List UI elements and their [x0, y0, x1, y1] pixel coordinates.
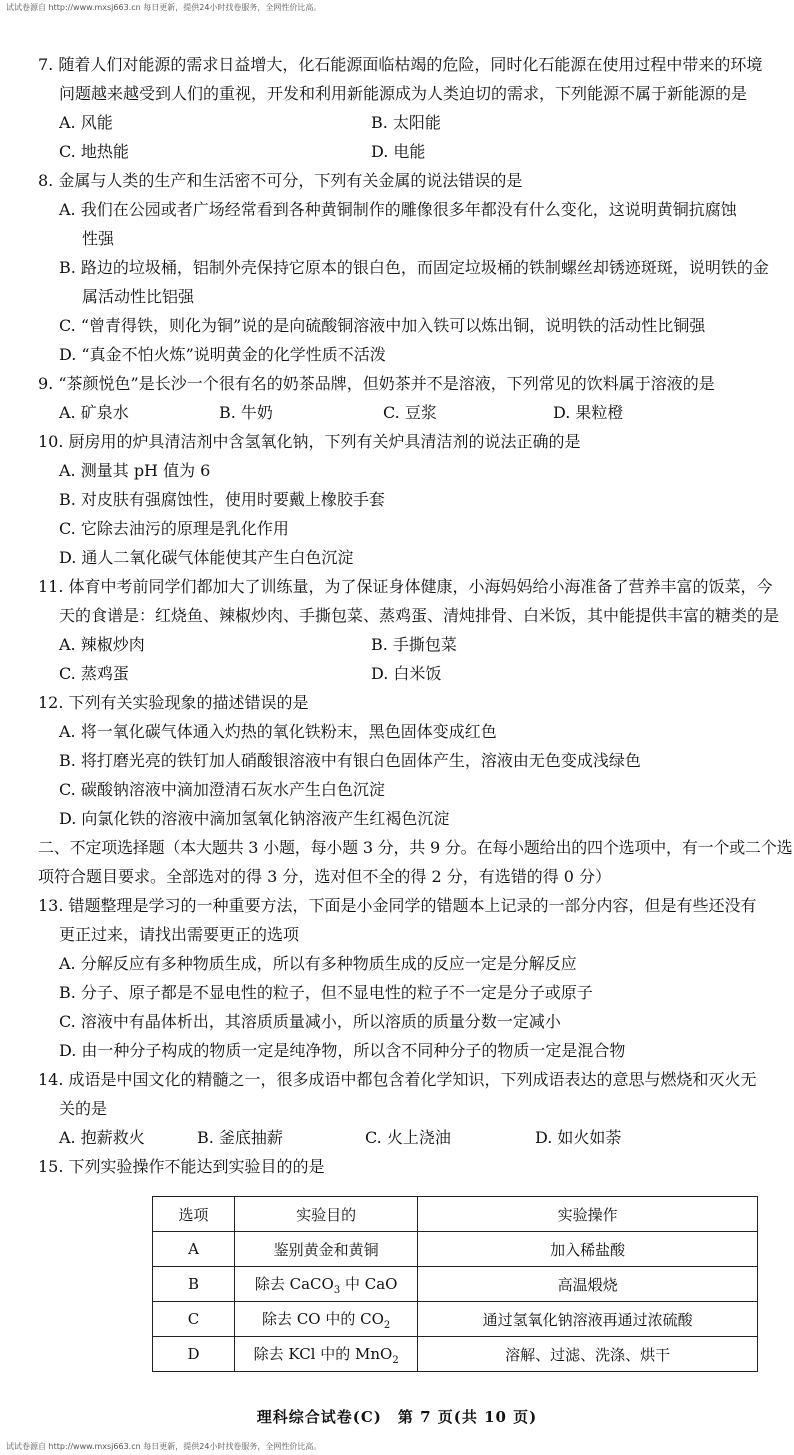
q11-stem-line2: 天的食谱是：红烧鱼、辣椒炒肉、手撕包菜、蒸鸡蛋、清炖排骨、白米饭，其中能提供丰富的糖类的是 [59, 606, 780, 625]
table-cell-goal [235, 1232, 418, 1267]
q9-option-a: A. 矿泉水 [59, 403, 129, 422]
goal-subscript: 2 [392, 1354, 399, 1366]
q12-option-c: C. 碳酸钠溶液中滴加澄清石灰水产生白色沉淀 [59, 780, 385, 799]
q11-option-a: A. 辣椒炒肉 [59, 635, 145, 654]
q14-option-c: C. 火上浇油 [365, 1128, 451, 1147]
goal-subscript: 3 [333, 1284, 341, 1296]
q15-stem: 15. 下列实验操作不能达到实验目的的是 [38, 1157, 325, 1176]
table-cell-operation: 高温煅烧 [418, 1267, 758, 1302]
table-header-row [153, 1197, 758, 1232]
table-cell-operation: 溶解、过滤、洗涤、烘干 [418, 1337, 758, 1372]
q7-option-b: B. 太阳能 [371, 113, 441, 132]
q14-option-b: B. 釜底抽薪 [197, 1128, 283, 1147]
q11-option-d: D. 白米饭 [371, 664, 442, 683]
table-cell-option: D [153, 1337, 235, 1372]
goal-text-tail: 中 CaO [340, 1274, 398, 1293]
q13-stem-line1: 13. 错题整理是学习的一种重要方法，下面是小金同学的错题本上记录的一部分内容，但是有些还没有 [38, 896, 757, 915]
watermark-bottom: 试试卷源自 http://www.mxsj663.cn 每日更新，提供24小时找卷服务，全网性价比高。 [6, 1442, 322, 1451]
table-header-option: 选项 [153, 1197, 235, 1232]
table-cell-goal [235, 1302, 418, 1337]
q12-option-d: D. 向氯化铁的溶液中滴加氢氧化钠溶液产生红褐色沉淀 [59, 809, 450, 828]
exam-page-content [38, 50, 793, 1181]
q10-option-d: D. 通人二氧化碳气体能使其产生白色沉淀 [59, 548, 354, 567]
q8-option-d: D. “真金不怕火炼”说明黄金的化学性质不活泼 [59, 345, 386, 364]
section2-heading-line1 [38, 833, 793, 862]
q11-options-row2 [38, 659, 774, 688]
page-footer: 理科综合试卷(C) 第 7 页(共 10 页) [256, 1408, 538, 1426]
q8-stem: 8. 金属与人类的生产和生活密不可分，下列有关金属的说法错误的是 [38, 171, 523, 190]
q12-option-b: B. 将打磨光亮的铁钉加人硝酸银溶液中有银白色固体产生，溶液由无色变成浅绿色 [59, 751, 641, 770]
q14-option-d: D. 如火如荼 [535, 1128, 622, 1147]
q15-experiment-table [152, 1196, 758, 1372]
table-cell-option: B [153, 1267, 235, 1302]
section2-heading-line2: 项符合题目要求。全部选对的得 3 分，选对但不全的得 2 分，有选错的得 0 分） [38, 867, 612, 886]
q11-stem-line1: 11. 体育中考前同学们都加大了训练量，为了保证身体健康，小海妈妈给小海准备了营养丰富的饭菜，今 [38, 577, 773, 596]
q13-stem-line2: 更正过来，请找出需要更正的选项 [59, 925, 300, 944]
goal-text: 除去 KCl 中的 MnO [253, 1344, 393, 1363]
q13-option-c: C. 溶液中有晶体析出，其溶质质量减小，所以溶质的质量分数一定减小 [59, 1012, 561, 1031]
q11-option-c: C. 蒸鸡蛋 [59, 664, 129, 683]
q9-option-d: D. 果粒橙 [553, 403, 624, 422]
watermark-top: 试试卷源自 http://www.mxsj663.cn 每日更新，提供24小时找卷服务，全网性价比高。 [6, 3, 322, 12]
q8-option-b-line1: B. 路边的垃圾桶，铝制外壳保持它原本的银白色，而固定垃圾桶的铁制螺丝却锈迹斑斑，说明铁的金 [59, 258, 769, 277]
q10-option-c: C. 它除去油污的原理是乳化作用 [59, 519, 289, 538]
table-cell-operation: 通过氢氧化钠溶液再通过浓硫酸 [418, 1302, 758, 1337]
q14-options [38, 1123, 774, 1152]
q12-option-a: A. 将一氧化碳气体通入灼热的氧化铁粉末，黑色固体变成红色 [59, 722, 497, 741]
q13-option-b: B. 分子、原子都是不显电性的粒子，但不显电性的粒子不一定是分子或原子 [59, 983, 593, 1002]
q11-options-row1 [38, 630, 774, 659]
table-cell-goal [235, 1267, 418, 1302]
q7-options-row2 [38, 137, 774, 166]
q13-option-a: A. 分解反应有多种物质生成，所以有多种物质生成的反应一定是分解反应 [59, 954, 577, 973]
q14-option-a: A. 抱薪救火 [59, 1128, 145, 1147]
q11-option-b: B. 手撕包菜 [371, 635, 457, 654]
table-cell-goal [235, 1337, 418, 1372]
goal-text: 除去 CaCO [254, 1274, 334, 1293]
q9-option-c: C. 豆浆 [383, 403, 437, 422]
table-row [153, 1267, 758, 1302]
q12-stem: 12. 下列有关实验现象的描述错误的是 [38, 693, 309, 712]
table-row [153, 1302, 758, 1337]
table-row [153, 1232, 758, 1267]
q10-option-b: B. 对皮肤有强腐蚀性，使用时要戴上橡胶手套 [59, 490, 385, 509]
goal-text: 鉴别黄金和黄铜 [273, 1240, 379, 1259]
q9-option-b: B. 牛奶 [219, 403, 273, 422]
q7-options-row1 [38, 108, 774, 137]
table-cell-operation: 加入稀盐酸 [418, 1232, 758, 1267]
goal-subscript: 2 [383, 1319, 391, 1331]
q7-stem-line2: 问题越来越受到人们的重视，开发和利用新能源成为人类迫切的需求，下列能源不属于新能源的是 [59, 84, 748, 103]
q8-option-a-line2: 性强 [82, 229, 115, 248]
table-header-operation: 实验操作 [418, 1197, 758, 1232]
q9-options [38, 398, 774, 427]
q8-option-a-line1: A. 我们在公园或者广场经常看到各种黄铜制作的雕像很多年都没有什么变化，这说明黄铜抗腐蚀 [59, 200, 737, 219]
q14-stem-line1: 14. 成语是中国文化的精髓之一，很多成语中都包含着化学知识，下列成语表达的意思与燃烧和灭火无 [38, 1070, 757, 1089]
q13-option-d: D. 由一种分子构成的物质一定是纯净物，所以含不同种分子的物质一定是混合物 [59, 1041, 626, 1060]
q8-option-b-line2: 属活动性比铝强 [82, 287, 195, 306]
table-cell-option: A [153, 1232, 235, 1267]
goal-text: 除去 CO 中的 CO [262, 1309, 384, 1328]
table-header-goal: 实验目的 [235, 1197, 418, 1232]
section2-line1-text: 二、不定项选择题（本大题共 3 小题，每小题 3 分，共 9 分。在每小题给出的四个选项中，有一个或二个选 [38, 838, 793, 857]
q10-option-a: A. 测量其 pH 值为 6 [59, 461, 211, 480]
q14-stem-line2: 关的是 [59, 1099, 108, 1118]
q8-option-c: C. “曾青得铁，则化为铜”说的是向硫酸铜溶液中加入铁可以炼出铜，说明铁的活动性比铜强 [59, 316, 706, 335]
q7-stem-line1: 7. 随着人们对能源的需求日益增大，化石能源面临枯竭的危险，同时化石能源在使用过程中带来的环境 [38, 55, 763, 74]
table-row [153, 1337, 758, 1372]
q7-option-c: C. 地热能 [59, 142, 129, 161]
table-cell-option: C [153, 1302, 235, 1337]
q7-option-d: D. 电能 [371, 142, 426, 161]
q9-stem: 9. “茶颜悦色”是长沙一个很有名的奶茶品牌，但奶茶并不是溶液，下列常见的饮料属于溶液的是 [38, 374, 715, 393]
q7-option-a: A. 风能 [59, 113, 113, 132]
q10-stem: 10. 厨房用的炉具清洁剂中含氢氧化钠，下列有关炉具清洁剂的说法正确的是 [38, 432, 581, 451]
